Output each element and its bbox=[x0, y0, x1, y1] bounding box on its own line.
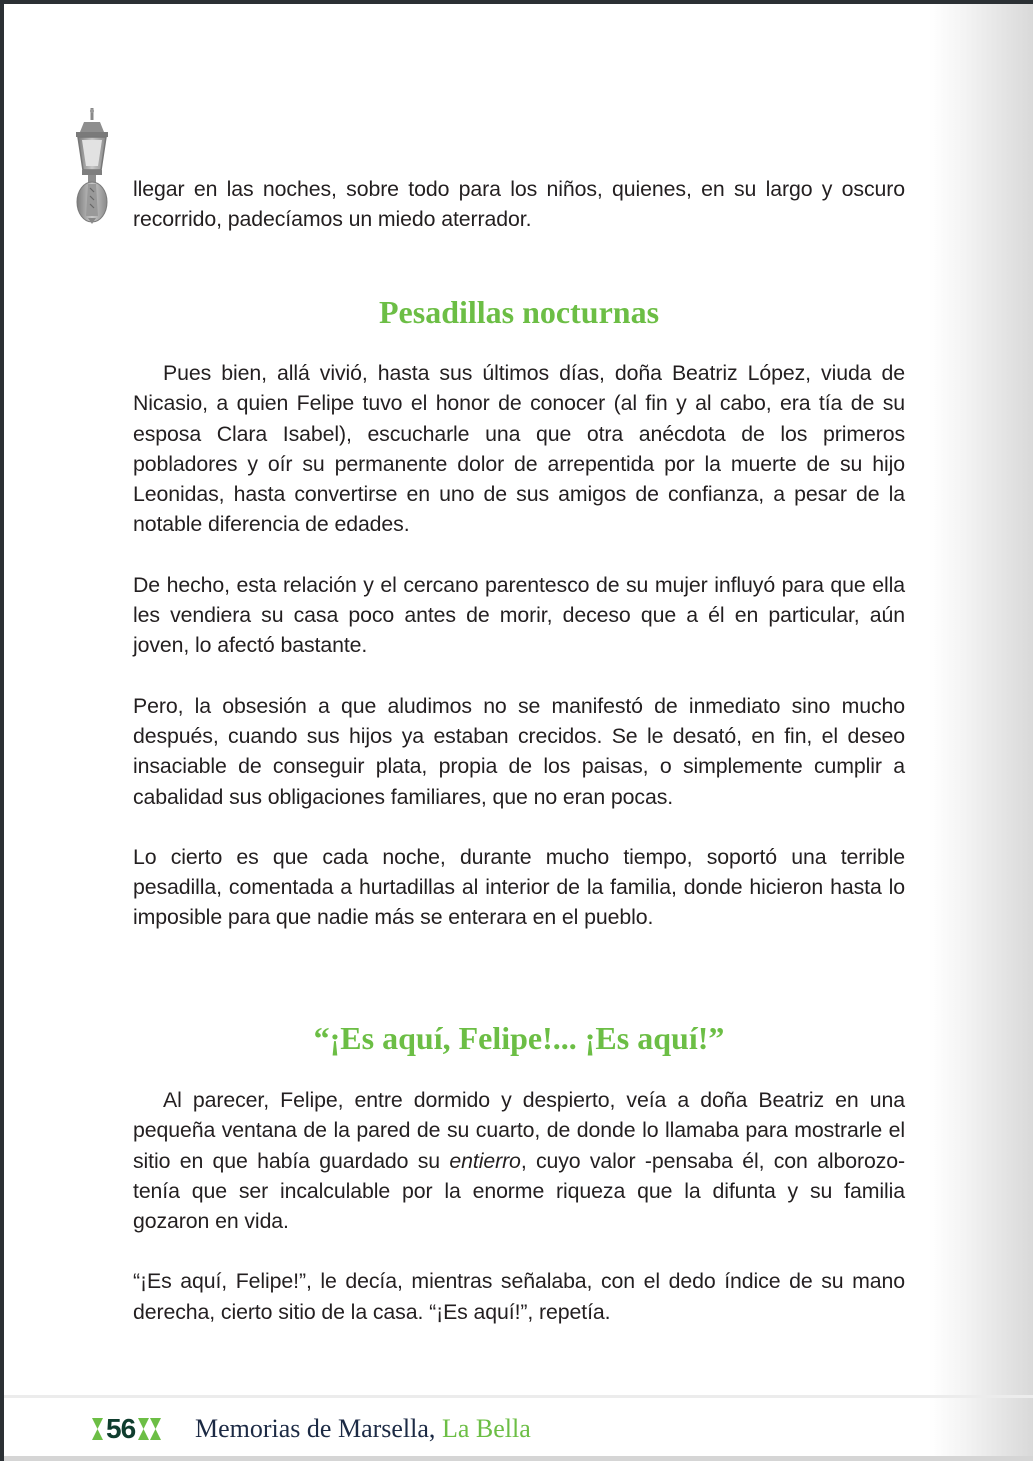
page-number-badge bbox=[92, 1412, 161, 1446]
hourglass-ornament-icon bbox=[92, 1418, 103, 1440]
paragraph: De hecho, esta relación y el cercano parentesco de su mujer influyó para que ella les vendiera su casa poco antes de morir, deceso que a él en particular, aún joven, lo afectó bastante. bbox=[133, 572, 905, 658]
italic-term: entierro bbox=[449, 1148, 521, 1173]
section-heading: “¡Es aquí, Felipe!... ¡Es aquí!” bbox=[313, 1020, 725, 1056]
book-title-main: Memorias de Marsella, bbox=[195, 1414, 436, 1443]
paragraph: llegar en las noches, sobre todo para los niños, quienes, en su largo y oscuro recorrido, padecíamos un miedo aterrador. bbox=[133, 177, 905, 232]
paragraph: “¡Es aquí, Felipe!”, le decía, mientras señalaba, con el dedo índice de su mano derecha, cierto sitio de la casa. “¡Es aquí!”, repetía. bbox=[133, 1269, 905, 1324]
section-heading: Pesadillas nocturnas bbox=[378, 294, 660, 330]
paragraph: Lo cierto es que cada noche, durante mucho tiempo, soportó una terrible pesadilla, comentada a hurtadillas al interior de la familia, donde hicieron hasta lo imposible para que nadie más se enterara en el pueblo. bbox=[133, 844, 905, 930]
paragraph: Pues bien, allá vivió, hasta sus últimos días, doña Beatriz López, viuda de Nicasio, a quien Felipe tuvo el honor de conocer (al fin y al cabo, era tía de su esposa Clara Isabel), escucharle una que otra anécdota de los primeros pobladores y oír su permanente dolor de arrepentida por la muerte de su hijo Leonidas, hasta convertirse en uno de sus amigos de confianza, a pesar de la notable diferencia de edades. bbox=[133, 361, 905, 537]
paragraph-text: Al parecer, Felipe, entre dormido y despierto, veía a doña Beatriz en una pequeña ventana de la pared de su cuarto, de donde lo llamaba para mostrarle el sitio en que había guardado su bbox=[133, 1088, 905, 1173]
section-2-body bbox=[133, 1085, 905, 1327]
paragraph: Pero, la obsesión a que aludimos no se manifestó de inmediato sino mucho después, cuando sus hijos ya estaban crecidos. Se le desató, en fin, el deseo insaciable de conseguir plata, propia de los paisas, o simplemente cumplir a cabalidad sus obligaciones familiares, que no eran pocas. bbox=[133, 693, 905, 809]
street-lamp-icon bbox=[66, 108, 118, 224]
book-page bbox=[4, 4, 1033, 1461]
page-bottom-edge bbox=[4, 1456, 1033, 1461]
page-number: 56 bbox=[106, 1413, 136, 1444]
hourglass-ornament-icon bbox=[150, 1418, 161, 1440]
book-title-accent: La Bella bbox=[441, 1414, 531, 1443]
opening-paragraph-block bbox=[133, 174, 905, 235]
section-1-body bbox=[133, 358, 905, 933]
paragraph-text: , cuyo valor -pensaba él, con alborozo- tenía que ser incalculable por la enorme riqueza que la difunta y su familia gozaron en vida. bbox=[133, 1148, 905, 1234]
hourglass-ornament-icon bbox=[138, 1418, 149, 1440]
book-title bbox=[195, 1412, 531, 1446]
footer-divider bbox=[4, 1395, 1033, 1398]
paragraph bbox=[133, 1085, 905, 1236]
